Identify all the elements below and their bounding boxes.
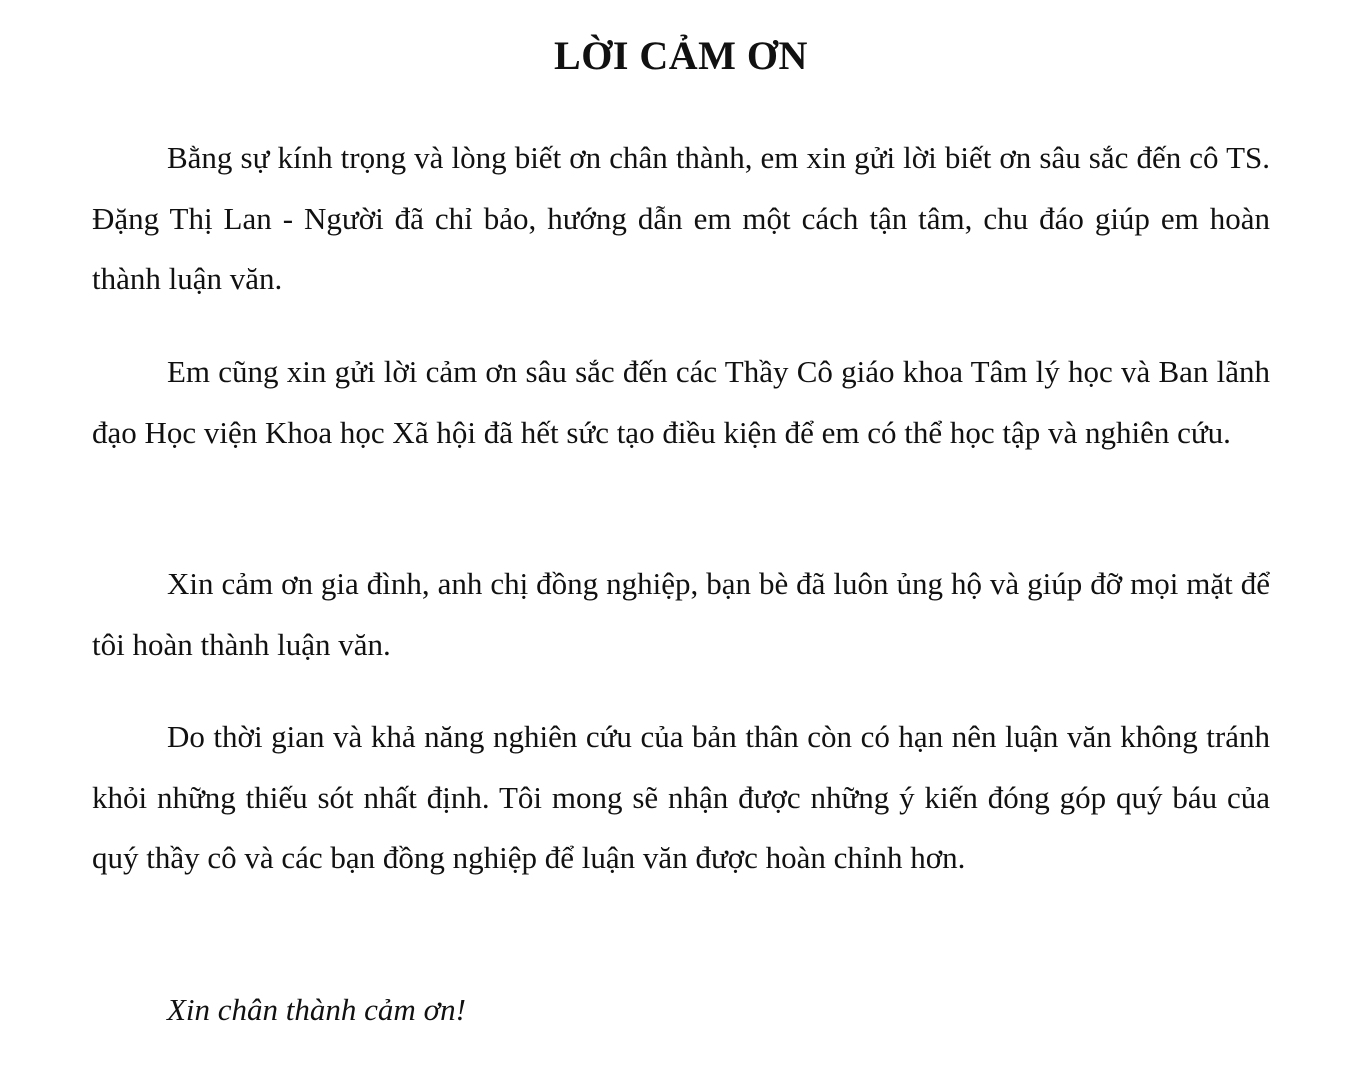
paragraph-family-thanks: Xin cảm ơn gia đình, anh chị đồng nghiệp, bạn bè đã luôn ủng hộ và giúp đỡ mọi mặt để tôi hoàn thành luận văn. [92,566,1270,662]
page-title: LỜI CẢM ƠN [554,33,808,78]
paragraph-advisor-thanks: Bằng sự kính trọng và lòng biết ơn chân thành, em xin gửi lời biết ơn sâu sắc đến cô TS. Đặng Thị Lan - Người đã chỉ bảo, hướng dẫn em một cách tận tâm, chu đáo giúp em hoàn thành luận văn. [92,140,1270,296]
closing-line: Xin chân thành cảm ơn! [167,992,466,1027]
paragraph-limitations: Do thời gian và khả năng nghiên cứu của bản thân còn có hạn nên luận văn không tránh khỏi những thiếu sót nhất định. Tôi mong sẽ nhận được những ý kiến đóng góp quý báu của quý thầy cô và các bạn đồng nghiệp để luận văn được hoàn chỉnh hơn. [92,719,1270,875]
document-page [92,0,1270,1078]
paragraph-faculty-thanks: Em cũng xin gửi lời cảm ơn sâu sắc đến các Thầy Cô giáo khoa Tâm lý học và Ban lãnh đạo Học viện Khoa học Xã hội đã hết sức tạo điều kiện để em có thể học tập và nghiên cứu. [92,354,1270,450]
